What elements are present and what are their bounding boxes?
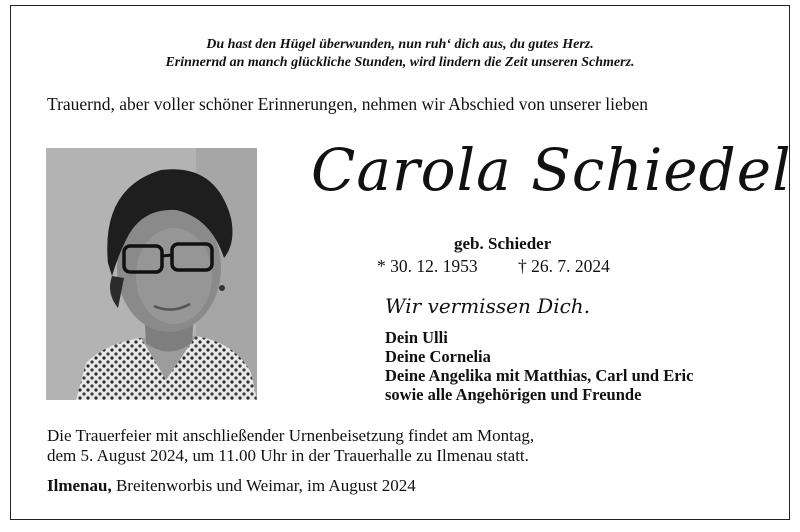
funeral-line-2: dem 5. August 2024, um 11.00 Uhr in der Trauerhalle zu Ilmenau statt. [47,445,529,465]
intro-text: Trauernd, aber voller schöner Erinnerungen, nehmen wir Abschied von unserer lieben [47,94,648,114]
birth-date: * 30. 12. 1953 [377,256,478,276]
death-date: † 26. 7. 2024 [518,256,610,276]
place-and-date [47,476,416,496]
funeral-info [47,426,534,465]
mourner: Deine Angelika mit Matthias, Carl und Eric [385,366,694,385]
portrait-photo [46,148,257,400]
life-dates [377,256,610,277]
mourner: sowie alle Angehörigen und Freunde [385,385,642,404]
funeral-line-1: Die Trauerfeier mit anschließender Urnenbeisetzung findet am Montag, [47,426,535,445]
place-rest: Breitenworbis und Weimar, im August 2024 [111,476,416,495]
motto-line-1: Du hast den Hügel überwunden, nun ruh‘ dich aus, du gutes Herz. [206,37,594,52]
mourner: Deine Cornelia [385,347,491,366]
motto-line-2: Erinnernd an manch glückliche Stunden, wird lindern die Zeit unseren Schmerz. [165,55,635,70]
mourner: Dein Ulli [385,328,448,347]
mourners-list [385,328,693,404]
motto-verse [11,36,789,72]
place-city: Ilmenau, [47,476,112,495]
birth-name: geb. Schieder [454,234,552,253]
deceased-name: Carola Schiedel [311,136,792,204]
obituary-notice [10,5,790,520]
miss-you-text: Wir vermissen Dich. [385,294,591,318]
